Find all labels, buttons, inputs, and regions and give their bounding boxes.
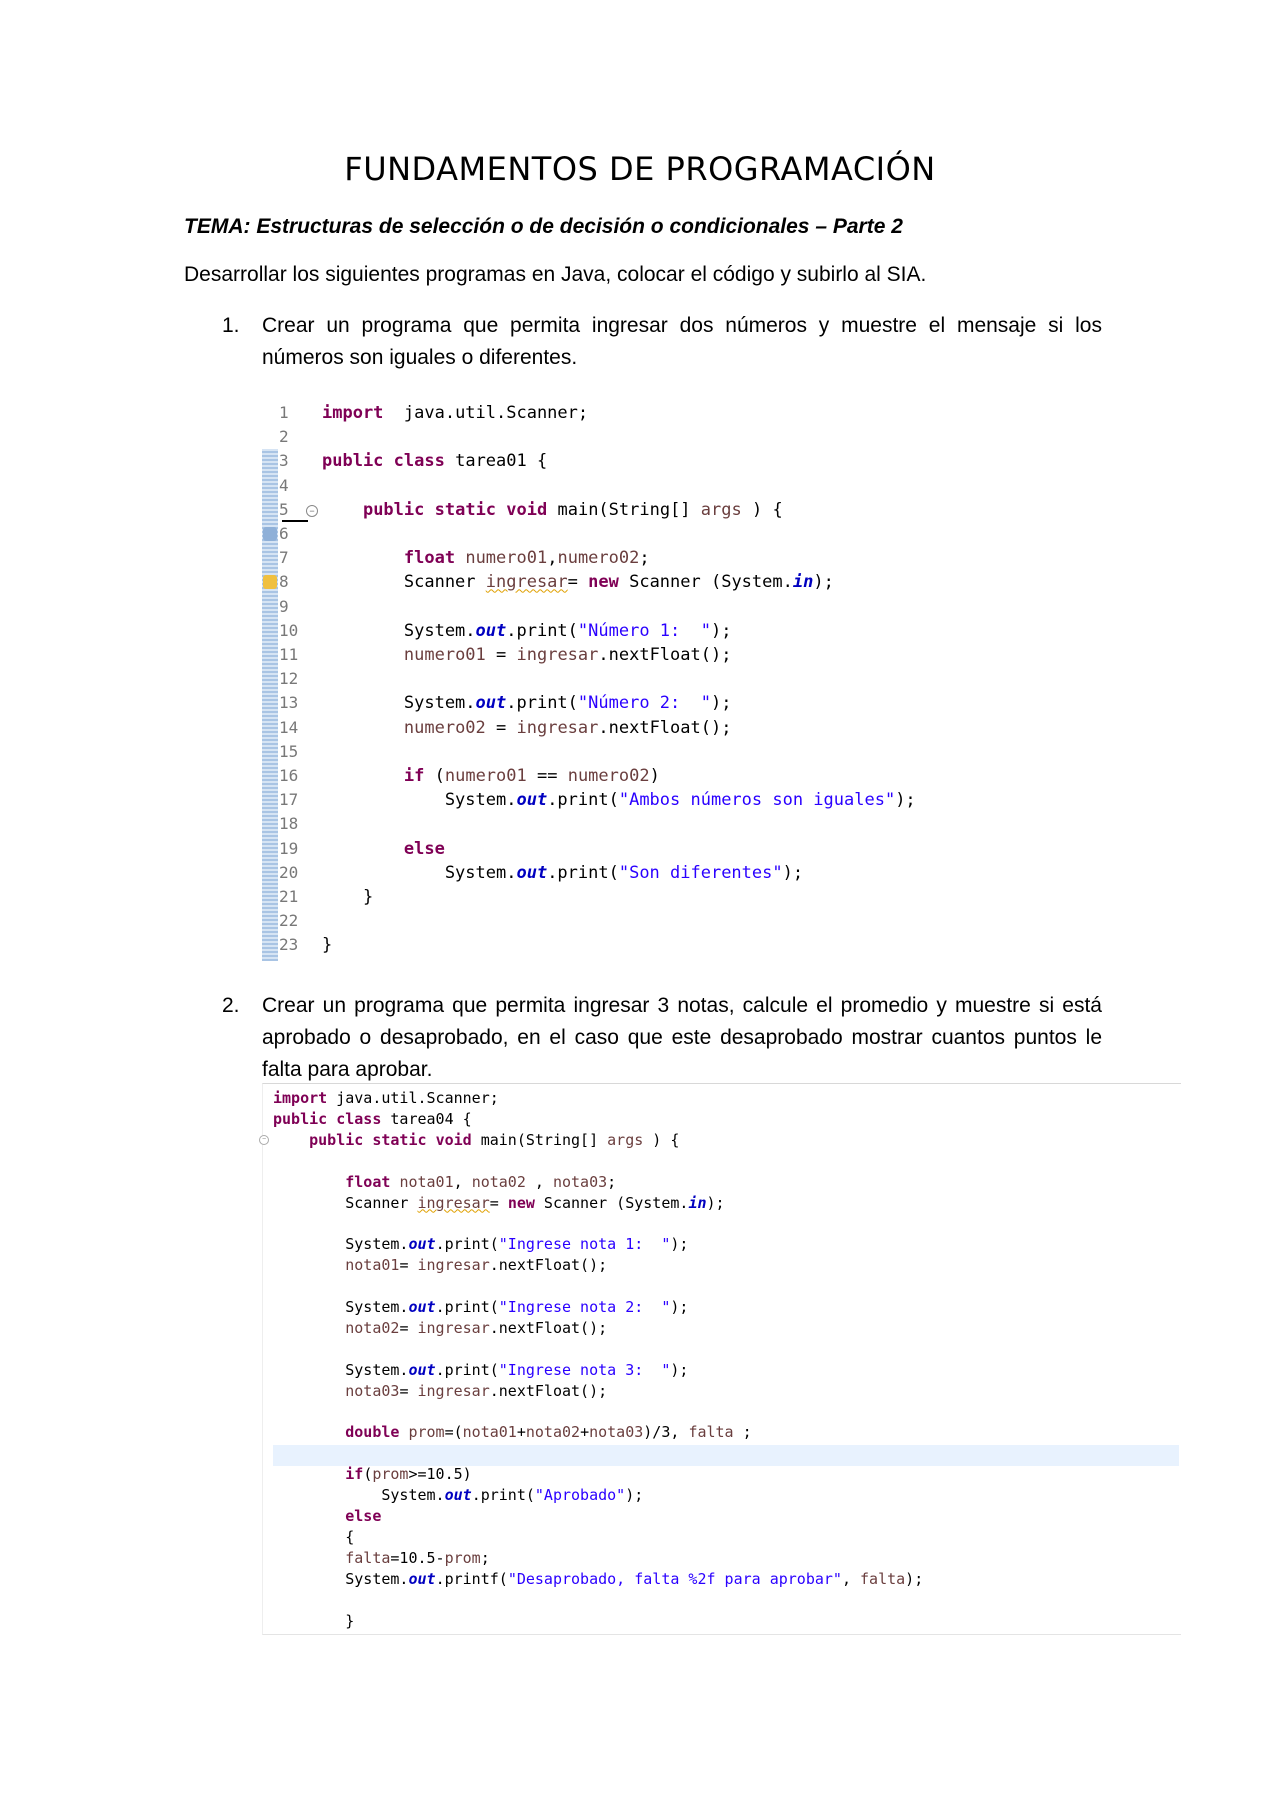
code-token: = bbox=[485, 645, 517, 665]
code-text bbox=[322, 401, 588, 425]
code-token: public bbox=[322, 451, 384, 472]
line-number: 2 bbox=[279, 427, 289, 447]
code-token bbox=[273, 1131, 309, 1149]
code-token bbox=[327, 1110, 336, 1128]
code-token: , bbox=[547, 548, 558, 569]
line-number: 6 bbox=[279, 524, 289, 543]
line-number: 14 bbox=[279, 717, 299, 737]
code-token bbox=[322, 645, 404, 665]
code-text bbox=[322, 861, 803, 885]
code-token: , bbox=[525, 1172, 553, 1191]
code-line bbox=[273, 1130, 679, 1150]
code-token: static bbox=[372, 1130, 427, 1149]
code-token: args bbox=[607, 1130, 644, 1149]
fold-toggle-icon[interactable]: − bbox=[306, 505, 318, 517]
code-token: System. bbox=[273, 1569, 409, 1588]
code-text bbox=[322, 885, 373, 909]
code-token: nota01 bbox=[345, 1256, 400, 1275]
task-item-1 bbox=[222, 310, 1102, 374]
code-token: double bbox=[345, 1423, 400, 1442]
code-token: System. bbox=[322, 790, 517, 811]
code-line bbox=[273, 1485, 643, 1505]
code-token: if bbox=[403, 766, 425, 786]
code-token: ); bbox=[625, 1486, 644, 1505]
code-line bbox=[273, 1527, 354, 1547]
code-token: ); bbox=[813, 572, 834, 593]
code-line bbox=[273, 1464, 472, 1484]
code-token: + bbox=[580, 1423, 590, 1442]
code-token: System. bbox=[273, 1298, 409, 1316]
task-number: 2. bbox=[222, 994, 240, 1017]
code-line bbox=[273, 1360, 688, 1380]
code-token: "Ingrese nota 2: " bbox=[498, 1298, 671, 1316]
code-token: void bbox=[506, 499, 548, 520]
code-token: main(String[] bbox=[471, 1130, 608, 1149]
code-token: .nextFloat(); bbox=[489, 1381, 608, 1400]
code-token: .print( bbox=[547, 790, 619, 811]
code-text bbox=[322, 643, 731, 667]
code-token: ( bbox=[363, 1465, 373, 1484]
code-token: ingresar bbox=[485, 572, 568, 593]
code-token bbox=[322, 718, 404, 738]
topic-heading: TEMA: Estructuras de selección o de decisión o condicionales – Parte 2 bbox=[184, 215, 903, 238]
code-token: = bbox=[567, 572, 589, 593]
code-token: ); bbox=[782, 862, 804, 883]
code-line bbox=[273, 1548, 490, 1568]
code-token: } bbox=[322, 935, 333, 956]
code-line bbox=[273, 1569, 923, 1589]
code-token: .print( bbox=[435, 1298, 499, 1316]
code-line bbox=[273, 1611, 354, 1631]
code-token: , bbox=[841, 1569, 861, 1588]
code-token bbox=[363, 1131, 372, 1149]
code-token: Scanner bbox=[273, 1193, 418, 1212]
code-token: .print( bbox=[547, 862, 619, 883]
code-token: numero01 bbox=[465, 548, 548, 569]
code-line bbox=[273, 1255, 607, 1275]
code-token: =( bbox=[444, 1423, 463, 1442]
code-token: ) bbox=[649, 766, 660, 786]
code-token bbox=[273, 1256, 345, 1274]
code-token: System. bbox=[273, 1360, 409, 1379]
code-token: void bbox=[435, 1130, 472, 1149]
code-token: new bbox=[507, 1193, 535, 1212]
line-number: 3 bbox=[279, 451, 289, 471]
code-token: nota02 bbox=[525, 1423, 581, 1442]
line-number: 23 bbox=[279, 935, 299, 955]
code-token: .nextFloat(); bbox=[598, 717, 732, 738]
code-token bbox=[273, 1549, 345, 1567]
code-token: nota01 bbox=[462, 1423, 517, 1442]
task-text: Crear un programa que permita ingresar 3 notas, calcule el promedio y muestre si está aprobado o desaprobado, en el caso que este desaprobado mostrar cuantos puntos le falta para aprobar. bbox=[262, 994, 1102, 1081]
code-token: ingresar bbox=[417, 1193, 490, 1212]
code-line bbox=[273, 1109, 472, 1129]
code-token: float bbox=[345, 1172, 391, 1191]
code-token: .nextFloat(); bbox=[598, 645, 732, 665]
code-token: =10.5- bbox=[390, 1548, 445, 1567]
code-token: nota02 bbox=[345, 1318, 400, 1337]
code-token: import bbox=[273, 1089, 328, 1107]
code-token: .print( bbox=[506, 693, 578, 714]
code-token bbox=[424, 500, 434, 520]
code-token: ingresar bbox=[417, 1318, 490, 1337]
code-token: out bbox=[516, 862, 548, 883]
code-token: ; bbox=[480, 1548, 490, 1567]
page-title: FUNDAMENTOS DE PROGRAMACIÓN bbox=[344, 150, 936, 188]
code-token: tarea04 { bbox=[381, 1109, 472, 1128]
code-token: "Aprobado" bbox=[534, 1486, 626, 1505]
code-token: class bbox=[336, 1109, 382, 1128]
code-line bbox=[273, 1506, 381, 1526]
code-token bbox=[273, 1319, 345, 1337]
line-number: 21 bbox=[279, 887, 299, 906]
code-token: = bbox=[399, 1318, 418, 1337]
code-token: .print( bbox=[435, 1360, 499, 1379]
code-token: class bbox=[393, 451, 445, 472]
code-token: numero02 bbox=[557, 548, 640, 569]
code-token bbox=[322, 839, 404, 859]
code-token: new bbox=[588, 572, 619, 593]
code-token: out bbox=[408, 1569, 436, 1588]
code-token bbox=[273, 1423, 345, 1441]
code-text bbox=[322, 498, 783, 522]
code-token: out bbox=[408, 1298, 436, 1316]
code-token bbox=[322, 548, 404, 568]
code-token: falta bbox=[688, 1423, 734, 1442]
line-number: 1 bbox=[279, 403, 289, 422]
line-number: 16 bbox=[279, 766, 299, 785]
code-token: ; bbox=[607, 1172, 617, 1191]
code-token: if bbox=[345, 1465, 364, 1484]
intro-paragraph: Desarrollar los siguientes programas en Java, colocar el código y subirlo al SIA. bbox=[184, 263, 927, 286]
code-token: nota01 bbox=[399, 1172, 454, 1191]
code-token: + bbox=[516, 1423, 526, 1442]
code-token: static bbox=[434, 499, 497, 520]
code-token: ); bbox=[670, 1298, 689, 1316]
code-text bbox=[322, 619, 731, 643]
code-text bbox=[322, 691, 731, 715]
code-token: Scanner (System. bbox=[534, 1193, 689, 1212]
code-token: nota03 bbox=[589, 1423, 644, 1442]
code-token: out bbox=[516, 790, 548, 811]
line-number: 8 bbox=[279, 572, 289, 592]
code-token: public bbox=[273, 1109, 328, 1128]
code-token: falta bbox=[345, 1548, 391, 1567]
code-token: , bbox=[453, 1172, 472, 1191]
code-line bbox=[273, 1234, 688, 1254]
code-token: } bbox=[273, 1611, 355, 1630]
code-token: out bbox=[444, 1486, 472, 1505]
code-token: = bbox=[399, 1256, 418, 1275]
code-token: numero01 bbox=[403, 645, 486, 665]
editor-gutter bbox=[262, 401, 278, 961]
code-token: ); bbox=[706, 1193, 725, 1212]
code-token: ingresar bbox=[516, 717, 599, 738]
code-token: ; bbox=[733, 1423, 752, 1442]
code-token: ); bbox=[710, 693, 732, 714]
code-token: ); bbox=[710, 620, 732, 641]
code-token: prom bbox=[444, 1548, 481, 1567]
code-text bbox=[322, 837, 445, 861]
code-token: numero02 bbox=[403, 717, 486, 738]
code-token bbox=[383, 451, 393, 471]
code-token: >=10.5) bbox=[408, 1465, 472, 1484]
line-number: 4 bbox=[279, 475, 289, 495]
code-token: .print( bbox=[506, 620, 578, 641]
code-token: "Ambos números son iguales" bbox=[618, 790, 896, 811]
code-token: import bbox=[322, 403, 384, 423]
line-number: 11 bbox=[279, 645, 299, 664]
line-number: 13 bbox=[279, 693, 299, 713]
task-item-2 bbox=[222, 990, 1102, 1086]
task-marker-icon[interactable] bbox=[263, 527, 277, 541]
code-token: public bbox=[309, 1130, 364, 1149]
code-token: "Ingrese nota 3: " bbox=[498, 1360, 671, 1379]
code-token: .print( bbox=[471, 1486, 535, 1505]
code-token: nota03 bbox=[345, 1381, 400, 1400]
code-token bbox=[322, 766, 404, 786]
code-text bbox=[322, 546, 650, 570]
code-line bbox=[273, 1297, 688, 1317]
code-token bbox=[273, 1507, 345, 1525]
code-token: Scanner (System. bbox=[618, 572, 793, 593]
code-token: prom bbox=[372, 1465, 409, 1484]
code-token bbox=[496, 500, 506, 520]
code-text bbox=[322, 716, 731, 740]
code-token: tarea01 { bbox=[444, 451, 548, 472]
code-token: numero02 bbox=[567, 766, 650, 786]
current-line-highlight bbox=[273, 1445, 1179, 1466]
code-token: else bbox=[345, 1507, 382, 1525]
line-number: 18 bbox=[279, 814, 299, 834]
code-token: )/3, bbox=[643, 1423, 689, 1442]
line-number: 9 bbox=[279, 596, 289, 616]
code-token: float bbox=[403, 548, 456, 569]
code-token: numero01 bbox=[444, 766, 527, 786]
line-number: 17 bbox=[279, 790, 299, 810]
code-text bbox=[322, 764, 660, 788]
code-token: in bbox=[688, 1193, 707, 1212]
task-number: 1. bbox=[222, 314, 240, 337]
line-number: 12 bbox=[279, 669, 299, 689]
code-token: out bbox=[475, 620, 507, 641]
line-number: 20 bbox=[279, 862, 299, 882]
code-token: "Número 2: " bbox=[577, 693, 711, 714]
code-token: System. bbox=[322, 862, 517, 883]
code-text bbox=[322, 788, 916, 812]
code-token: nota03 bbox=[552, 1172, 608, 1191]
code-token: out bbox=[408, 1360, 436, 1379]
code-token bbox=[273, 1173, 345, 1191]
code-line bbox=[273, 1172, 616, 1192]
code-line bbox=[273, 1381, 607, 1401]
code-token: System. bbox=[322, 620, 476, 641]
code-token: "Desaprobado, falta %2f para aprobar" bbox=[507, 1569, 842, 1588]
line-number: 15 bbox=[279, 741, 299, 761]
line-number: 7 bbox=[279, 548, 289, 568]
code-token: .print( bbox=[435, 1235, 499, 1254]
code-token: ingresar bbox=[417, 1256, 490, 1275]
code-token: in bbox=[792, 572, 814, 593]
code-token: System. bbox=[273, 1235, 409, 1254]
code-token: ); bbox=[670, 1235, 689, 1254]
warning-icon[interactable] bbox=[263, 575, 277, 589]
code-line bbox=[273, 1088, 499, 1108]
code-token: public bbox=[362, 499, 425, 520]
code-token bbox=[322, 500, 363, 520]
code-line bbox=[273, 1422, 752, 1442]
line-number: 10 bbox=[279, 620, 299, 640]
fold-toggle-icon[interactable]: − bbox=[259, 1135, 269, 1145]
code-text bbox=[322, 570, 834, 594]
code-token: "Ingrese nota 1: " bbox=[498, 1235, 671, 1254]
code-token bbox=[273, 1382, 345, 1400]
code-listing-1 bbox=[262, 401, 1002, 961]
line-number: 19 bbox=[279, 838, 299, 858]
code-token: main(String[] bbox=[547, 499, 701, 520]
code-token: ingresar bbox=[417, 1381, 490, 1400]
code-token: .nextFloat(); bbox=[489, 1256, 608, 1275]
code-token bbox=[273, 1465, 345, 1483]
code-token: System. bbox=[322, 693, 476, 714]
code-token: ) { bbox=[643, 1130, 680, 1149]
current-line-indicator bbox=[282, 520, 308, 522]
code-token: ( bbox=[424, 766, 445, 786]
code-token: ); bbox=[895, 790, 916, 811]
task-text: Crear un programa que permita ingresar dos números y muestre el mensaje si los números son iguales o diferentes. bbox=[262, 314, 1102, 369]
code-token: nota02 bbox=[471, 1172, 526, 1191]
code-token: .printf( bbox=[435, 1569, 508, 1588]
code-token: System. bbox=[273, 1486, 445, 1505]
code-token: = bbox=[485, 717, 517, 738]
code-token bbox=[427, 1131, 436, 1149]
code-token: ingresar bbox=[516, 645, 599, 665]
code-token: == bbox=[526, 766, 568, 786]
code-token: { bbox=[273, 1527, 355, 1546]
code-token: .nextFloat(); bbox=[489, 1318, 608, 1337]
code-token: out bbox=[408, 1235, 436, 1254]
code-token: ); bbox=[905, 1569, 924, 1588]
code-token bbox=[455, 548, 465, 568]
code-token: = bbox=[399, 1381, 418, 1400]
code-token: "Son diferentes" bbox=[618, 862, 783, 883]
code-listing-2 bbox=[262, 1083, 1181, 1635]
code-token: = bbox=[489, 1193, 508, 1212]
code-text bbox=[322, 933, 332, 957]
code-token: prom bbox=[408, 1423, 445, 1442]
code-token: args bbox=[700, 499, 742, 520]
code-token: out bbox=[475, 693, 507, 714]
code-line bbox=[273, 1318, 607, 1338]
code-token: } bbox=[322, 887, 374, 907]
code-text bbox=[322, 449, 547, 473]
code-token: falta bbox=[860, 1569, 906, 1588]
line-number: 5 bbox=[279, 499, 289, 519]
code-token: java.util.Scanner; bbox=[383, 403, 589, 423]
code-token: java.util.Scanner; bbox=[327, 1089, 499, 1107]
line-number: 22 bbox=[279, 911, 299, 931]
code-token: Scanner bbox=[322, 572, 486, 593]
code-token: "Número 1: " bbox=[577, 620, 711, 641]
code-token: else bbox=[403, 838, 445, 859]
code-token: ); bbox=[670, 1360, 689, 1379]
code-token: ; bbox=[639, 548, 650, 569]
code-line bbox=[273, 1193, 725, 1213]
code-token: ) { bbox=[741, 499, 783, 520]
